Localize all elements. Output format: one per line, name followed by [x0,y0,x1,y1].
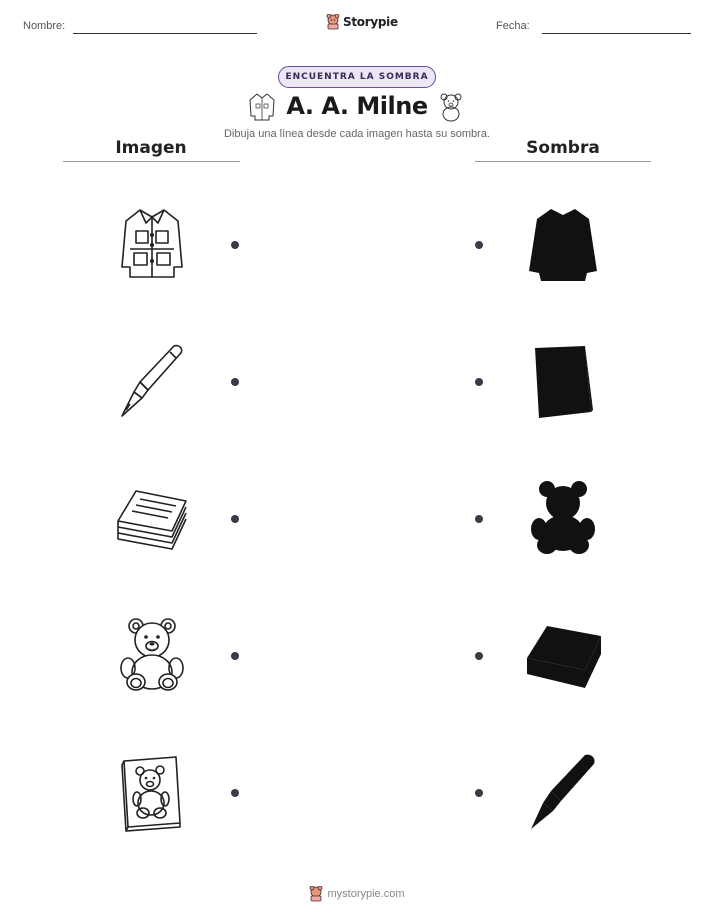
activity-badge: ENCUENTRA LA SOMBRA [278,66,436,88]
instructions: Dibuja una línea desde cada imagen hasta su sombra. [223,128,490,140]
column-header-image: Imagen [115,138,187,158]
brand-name: Storypie [343,15,398,29]
jacket-icon [112,205,192,285]
jacket-shadow-icon [523,205,603,285]
name-label: Nombre: [23,20,66,32]
paper-stack-shadow-icon [523,616,603,696]
storypie-mascot-footer-icon [309,886,323,902]
footer [0,886,714,902]
teddy-book-icon [112,753,192,833]
match-dot-right-1[interactable] [475,241,483,249]
book-shadow-icon [523,342,603,422]
column-rule-left [63,161,240,162]
fountain-pen-icon [112,342,192,422]
footer-url[interactable]: mystorypie.com [327,888,405,900]
column-rule-right [475,161,651,162]
storypie-logo [326,14,398,30]
match-dot-right-3[interactable] [475,515,483,523]
match-dot-left-3[interactable] [231,515,239,523]
match-dot-left-2[interactable] [231,378,239,386]
storypie-mascot-icon [326,14,340,30]
match-dot-left-5[interactable] [231,789,239,797]
name-field[interactable] [73,33,257,34]
fountain-pen-shadow-icon [523,753,603,833]
date-field[interactable] [542,33,691,34]
match-dot-left-4[interactable] [231,652,239,660]
match-dot-left-1[interactable] [231,241,239,249]
page-title: A. A. Milne [286,92,428,120]
match-dot-right-5[interactable] [475,789,483,797]
teddy-bear-shadow-icon [523,479,603,559]
match-dot-right-2[interactable] [475,378,483,386]
teddy-small-icon [438,92,464,122]
date-label: Fecha: [496,20,530,32]
paper-stack-icon [112,479,192,559]
teddy-bear-icon [112,616,192,696]
match-dot-right-4[interactable] [475,652,483,660]
column-header-shadow: Sombra [526,138,600,158]
